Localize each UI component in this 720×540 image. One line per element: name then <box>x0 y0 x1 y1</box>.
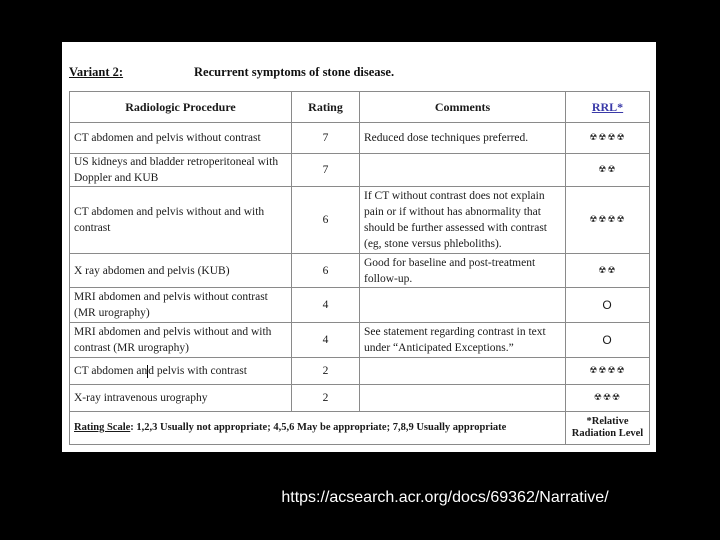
variant-heading <box>69 65 649 85</box>
procedure-cell: CT abdomen and pelvis without contrast <box>70 123 292 154</box>
rating-scale-cell <box>70 412 566 445</box>
table-header-row <box>70 92 650 123</box>
comment-cell: If CT without contrast does not explain pain or if without has abnormality that should be further assessed with contrast (eg, stone versus phleboliths). <box>360 187 566 254</box>
table-row <box>70 123 650 154</box>
radiation-level-icons: ☢☢ <box>566 254 650 288</box>
radiation-level-icons: O <box>566 323 650 358</box>
radiation-level-icons: ☢☢☢☢ <box>566 358 650 385</box>
comment-cell: See statement regarding contrast in text under “Anticipated Exceptions.” <box>360 323 566 358</box>
rating-cell: 4 <box>292 288 360 323</box>
table-row <box>70 358 650 385</box>
rating-scale-text: : 1,2,3 Usually not appropriate; 4,5,6 May be appropriate; 7,8,9 Usually appropriate <box>130 422 507 433</box>
header-procedure: Radiologic Procedure <box>70 92 292 123</box>
header-rating: Rating <box>292 92 360 123</box>
header-comments: Comments <box>360 92 566 123</box>
comment-cell: Reduced dose techniques preferred. <box>360 123 566 154</box>
procedure-text-part: CT abdomen an <box>74 365 148 377</box>
rating-cell: 2 <box>292 358 360 385</box>
comment-cell <box>360 288 566 323</box>
rrl-footnote <box>566 412 650 445</box>
procedure-cell: X ray abdomen and pelvis (KUB) <box>70 254 292 288</box>
rating-scale-label: Rating Scale <box>74 422 131 433</box>
table-row <box>70 385 650 412</box>
procedure-text-part: d pelvis with contrast <box>148 365 247 377</box>
radiation-level-icons: O <box>566 288 650 323</box>
table-row <box>70 254 650 288</box>
rrl-footnote-line1: *Relative <box>586 416 629 427</box>
document-page <box>62 42 656 452</box>
source-url-caption: https://acsearch.acr.org/docs/69362/Narrative/ <box>281 489 609 506</box>
rating-scale-row <box>70 412 650 445</box>
radiation-level-icons: ☢☢☢☢ <box>566 187 650 254</box>
comment-cell: Good for baseline and post-treatment follow-up. <box>360 254 566 288</box>
table-row <box>70 323 650 358</box>
header-rrl-link[interactable]: RRL* <box>566 92 650 123</box>
rating-cell: 7 <box>292 154 360 187</box>
procedure-table <box>69 91 650 445</box>
procedure-cell: CT abdomen and pelvis without and with contrast <box>70 187 292 254</box>
radiation-level-icons: ☢☢ <box>566 154 650 187</box>
procedure-cell: US kidneys and bladder retroperitoneal with Doppler and KUB <box>70 154 292 187</box>
variant-title: Recurrent symptoms of stone disease. <box>194 65 395 79</box>
radiation-level-icons: ☢☢☢ <box>566 385 650 412</box>
table-row <box>70 187 650 254</box>
comment-cell <box>360 385 566 412</box>
procedure-cell: X-ray intravenous urography <box>70 385 292 412</box>
rating-cell: 2 <box>292 385 360 412</box>
procedure-cell: MRI abdomen and pelvis without and with contrast (MR urography) <box>70 323 292 358</box>
table-row <box>70 154 650 187</box>
rating-cell: 6 <box>292 254 360 288</box>
procedure-cell[interactable] <box>70 358 292 385</box>
rating-cell: 6 <box>292 187 360 254</box>
variant-label: Variant 2: <box>69 65 124 79</box>
rating-cell: 4 <box>292 323 360 358</box>
comment-cell <box>360 358 566 385</box>
rating-cell: 7 <box>292 123 360 154</box>
table-row <box>70 288 650 323</box>
radiation-level-icons: ☢☢☢☢ <box>566 123 650 154</box>
procedure-cell: MRI abdomen and pelvis without contrast (MR urography) <box>70 288 292 323</box>
comment-cell <box>360 154 566 187</box>
rrl-footnote-line2: Radiation Level <box>571 428 644 439</box>
